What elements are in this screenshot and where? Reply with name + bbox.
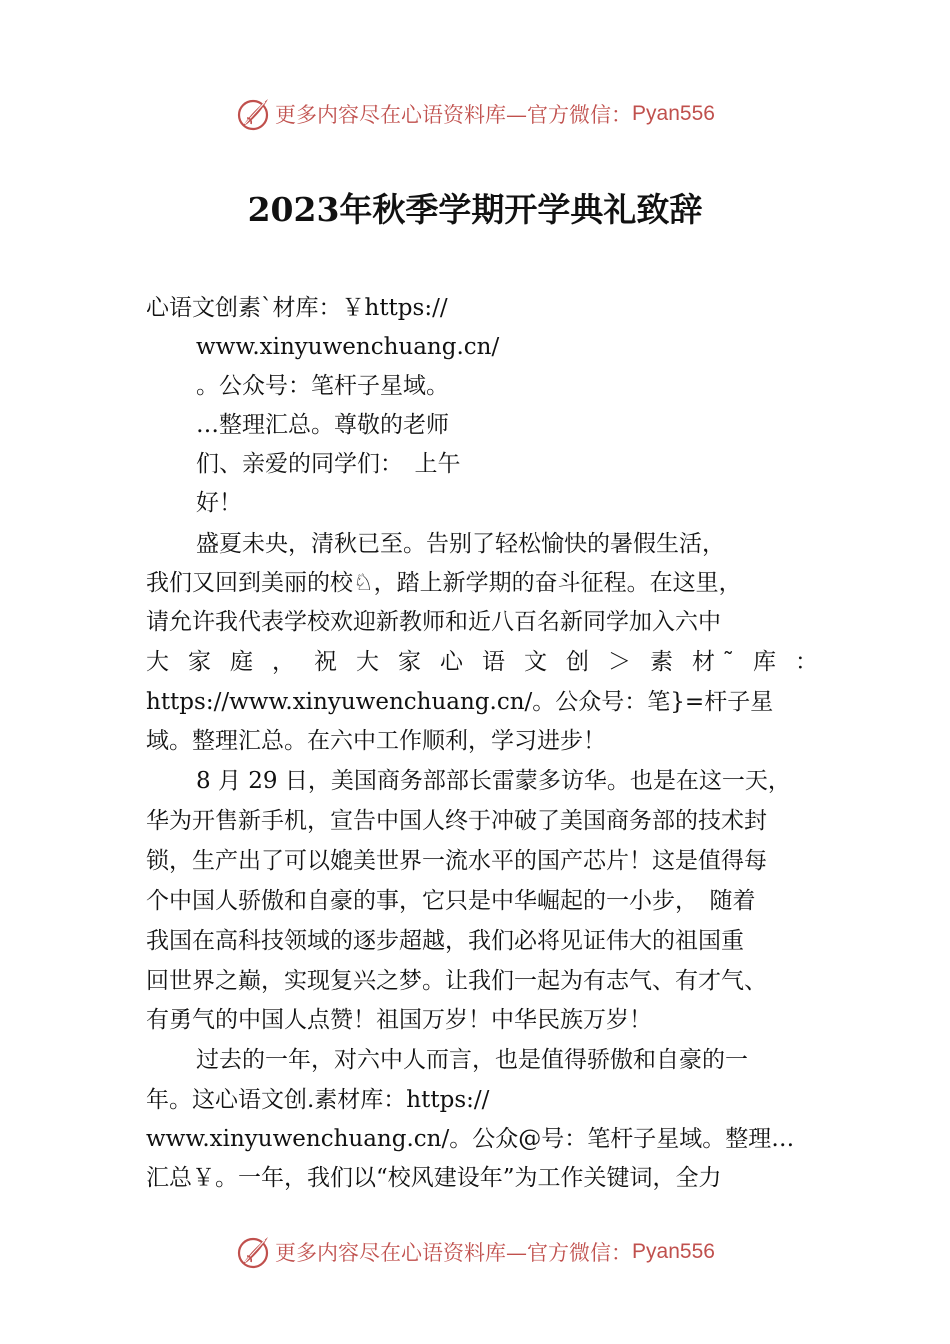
justified-char: 创 — [566, 649, 589, 675]
body-line-10 — [146, 647, 818, 677]
justified-char: 库 — [753, 649, 776, 675]
footer-banner-wechat-id: Pyan556 — [632, 1240, 715, 1263]
body-line-2: www.xinyuwenchuang.cn/ — [196, 334, 500, 360]
body-line-20: 过去的一年，对六中人而言，也是值得骄傲和自豪的一 — [196, 1047, 748, 1073]
header-banner — [0, 94, 950, 134]
feather-quill-logo-icon — [235, 96, 271, 132]
body-line-1: 心语文创素`材库：￥https:// — [146, 295, 448, 321]
footer-banner — [0, 1232, 950, 1272]
document-title: 2023年秋季学期开学典礼致辞 — [247, 190, 703, 229]
justified-char: ， — [272, 649, 295, 675]
justified-char: ＞ — [608, 649, 631, 675]
body-line-9: 请允许我代表学校欢迎新教师和近八百名新同学加入六中 — [146, 609, 721, 635]
body-line-17: 我国在高科技领域的逐步超越，我们必将见证伟大的祖国重 — [146, 928, 744, 954]
footer-banner-text: 更多内容尽在心语资料库—官方微信： — [275, 1241, 633, 1265]
body-line-4: …整理汇总。尊敬的老师 — [196, 412, 449, 438]
feather-quill-logo-icon — [235, 1234, 271, 1270]
body-line-21: 年。这心语文创.素材库：https:// — [146, 1087, 490, 1113]
body-line-23: 汇总￥。一年，我们以“校风建设年”为工作关键词，全力 — [146, 1165, 722, 1191]
justified-char: 心 — [440, 649, 463, 675]
body-line-8: 我们又回到美丽的校♘，踏上新学期的奋斗征程。在这里， — [146, 570, 742, 596]
body-line-15: 锁，生产出了可以媲美世界一流水平的国产芯片！这是值得每 — [146, 848, 767, 874]
body-line-6: 好！ — [196, 490, 242, 516]
justified-char: 大 — [146, 649, 169, 675]
justified-char: 语 — [482, 649, 505, 675]
body-line-14: 华为开售新手机，宣告中国人终于冲破了美国商务部的技术封 — [146, 808, 767, 834]
body-line-13: 8 月 29 日，美国商务部部长雷蒙多访华。也是在这一天， — [196, 768, 791, 794]
justified-char: ： — [795, 649, 818, 675]
body-line-3: 。公众号：笔杆子星域。 — [196, 373, 449, 399]
justified-char: 家 — [398, 649, 421, 675]
justified-char: 庭 — [230, 649, 253, 675]
body-line-11: https://www.xinyuwenchuang.cn/。公众号：笔}=杆子星 — [146, 689, 774, 715]
body-line-22: www.xinyuwenchuang.cn/。公众@号：笔杆子星域。整理… — [146, 1126, 795, 1152]
justified-char: 素 — [650, 649, 673, 675]
justified-char: 文 — [524, 649, 547, 675]
justified-char: 大 — [356, 649, 379, 675]
body-line-5: 们、亲爱的同学们： 上午 — [196, 451, 461, 477]
justified-char: 家 — [188, 649, 211, 675]
body-line-16: 个中国人骄傲和自豪的事，它只是中华崛起的一小步， 随着 — [146, 888, 756, 914]
body-line-12: 域。整理汇总。在六中工作顺利，学习进步！ — [146, 728, 606, 754]
body-line-19: 有勇气的中国人点赞！祖国万岁！中华民族万岁！ — [146, 1007, 652, 1033]
body-line-18: 回世界之巅，实现复兴之梦。让我们一起为有志气、有才气、 — [146, 968, 767, 994]
justified-char: 材 — [692, 649, 715, 675]
header-banner-text: 更多内容尽在心语资料库—官方微信： — [275, 103, 633, 127]
body-line-7: 盛夏未央，清秋已至。告别了轻松愉快的暑假生活， — [196, 531, 725, 557]
justified-char: 祝 — [314, 649, 337, 675]
header-banner-wechat-id: Pyan556 — [632, 102, 715, 125]
